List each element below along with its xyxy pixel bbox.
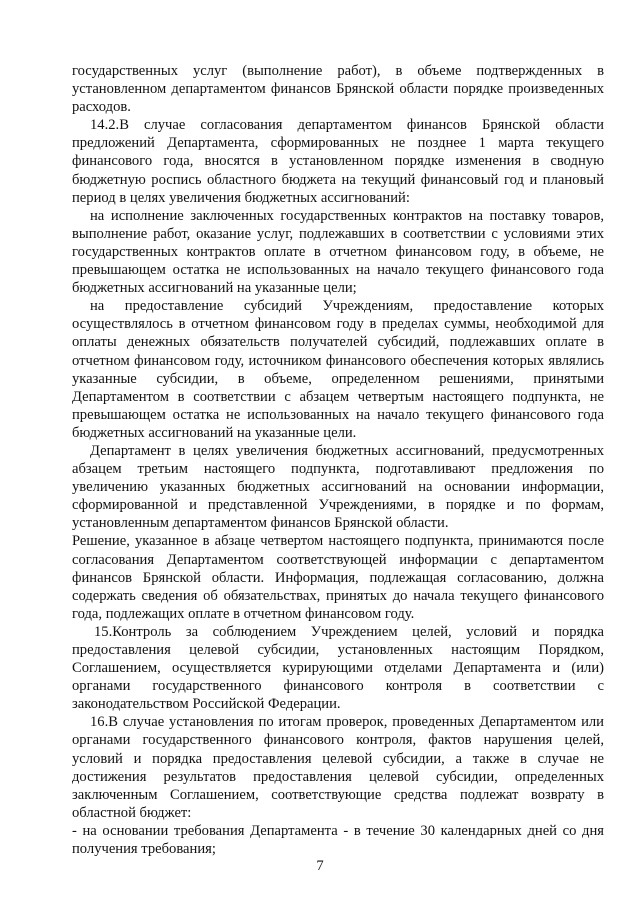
paragraph-9: - на основании требования Департамента - в течение 30 календарных дней со дня получения требования; — [72, 822, 604, 858]
paragraph-6: Решение, указанное в абзаце четвертом настоящего подпункта, принимаются после согласования Департаментом соответствующей информации с департаментом финансов Брянской области. Информация, подлежащая согласованию, должна содержать сведения об обязательствах, принятых до начала текущего финансового года, подлежащих оплате в отчетном финансовом году. — [72, 533, 604, 622]
page-number: 7 — [316, 858, 324, 874]
paragraph-3: на исполнение заключенных государственных контрактов на поставку товаров, выполнение работ, оказание услуг, подлежавших в соответствии с условиями этих государственных контрактов оплате в отчетном финансовом году, в объеме, не превышающем остатка не использованных на начало текущего финансового года бюджетных ассигнований на указанные цели; — [72, 207, 604, 297]
document-body — [72, 62, 604, 858]
paragraph-8: 16.В случае установления по итогам проверок, проведенных Департаментом или органами государственного финансового контроля, фактов нарушения целей, условий и порядка предоставления целевой субсидии, а также в случае не достижения результатов предоставления целевой субсидии, определенных заключенным Соглашением, соответствующие средства подлежат возврату в областной бюджет: — [72, 714, 604, 821]
paragraph-1: государственных услуг (выполнение работ), в объеме подтвержденных в установленном департаментом финансов Брянской области порядке произведенных расходов. — [72, 63, 604, 116]
paragraph-7: 15.Контроль за соблюдением Учреждением целей, условий и порядка предоставления целевой субсидии, установленных настоящим Порядком, Соглашением, осуществляется курирующими отделами Департамента и (или) органами государственного финансового контроля в соответствии с законодательством Российской Федерации. — [72, 623, 604, 713]
paragraph-2: 14.2.В случае согласования департаментом финансов Брянской области предложений Департамента, сформированных не позднее 1 марта текущего финансового года, вносятся в установленном порядке изменения в сводную бюджетную роспись областного бюджета на текущий финансовый год и плановый период в целях увеличения бюджетных ассигнований: — [72, 117, 604, 206]
paragraph-5: Департамент в целях увеличения бюджетных ассигнований, предусмотренных абзацем третьим настоящего подпункта, подготавливают предложения по увеличению указанных бюджетных ассигнований на основании информации, сформированной и представленной Учреждениями, в порядке и по формам, установленным департаментом финансов Брянской области. — [72, 442, 604, 532]
paragraph-4: на предоставление субсидий Учреждениям, предоставление которых осуществлялось в отчетном финансовом году в пределах суммы, необходимой для оплаты денежных обязательств получателей субсидий, подлежавших оплате в отчетном финансовом году, источником финансового обеспечения которых являлись указанные субсидии, в объеме, определенном решениями, принятыми Департаментом в соответствии с абзацем четвертым настоящего подпункта, не превышающем остатка не использованных на начало текущего финансового года бюджетных ассигнований на указанные цели. — [72, 298, 604, 441]
